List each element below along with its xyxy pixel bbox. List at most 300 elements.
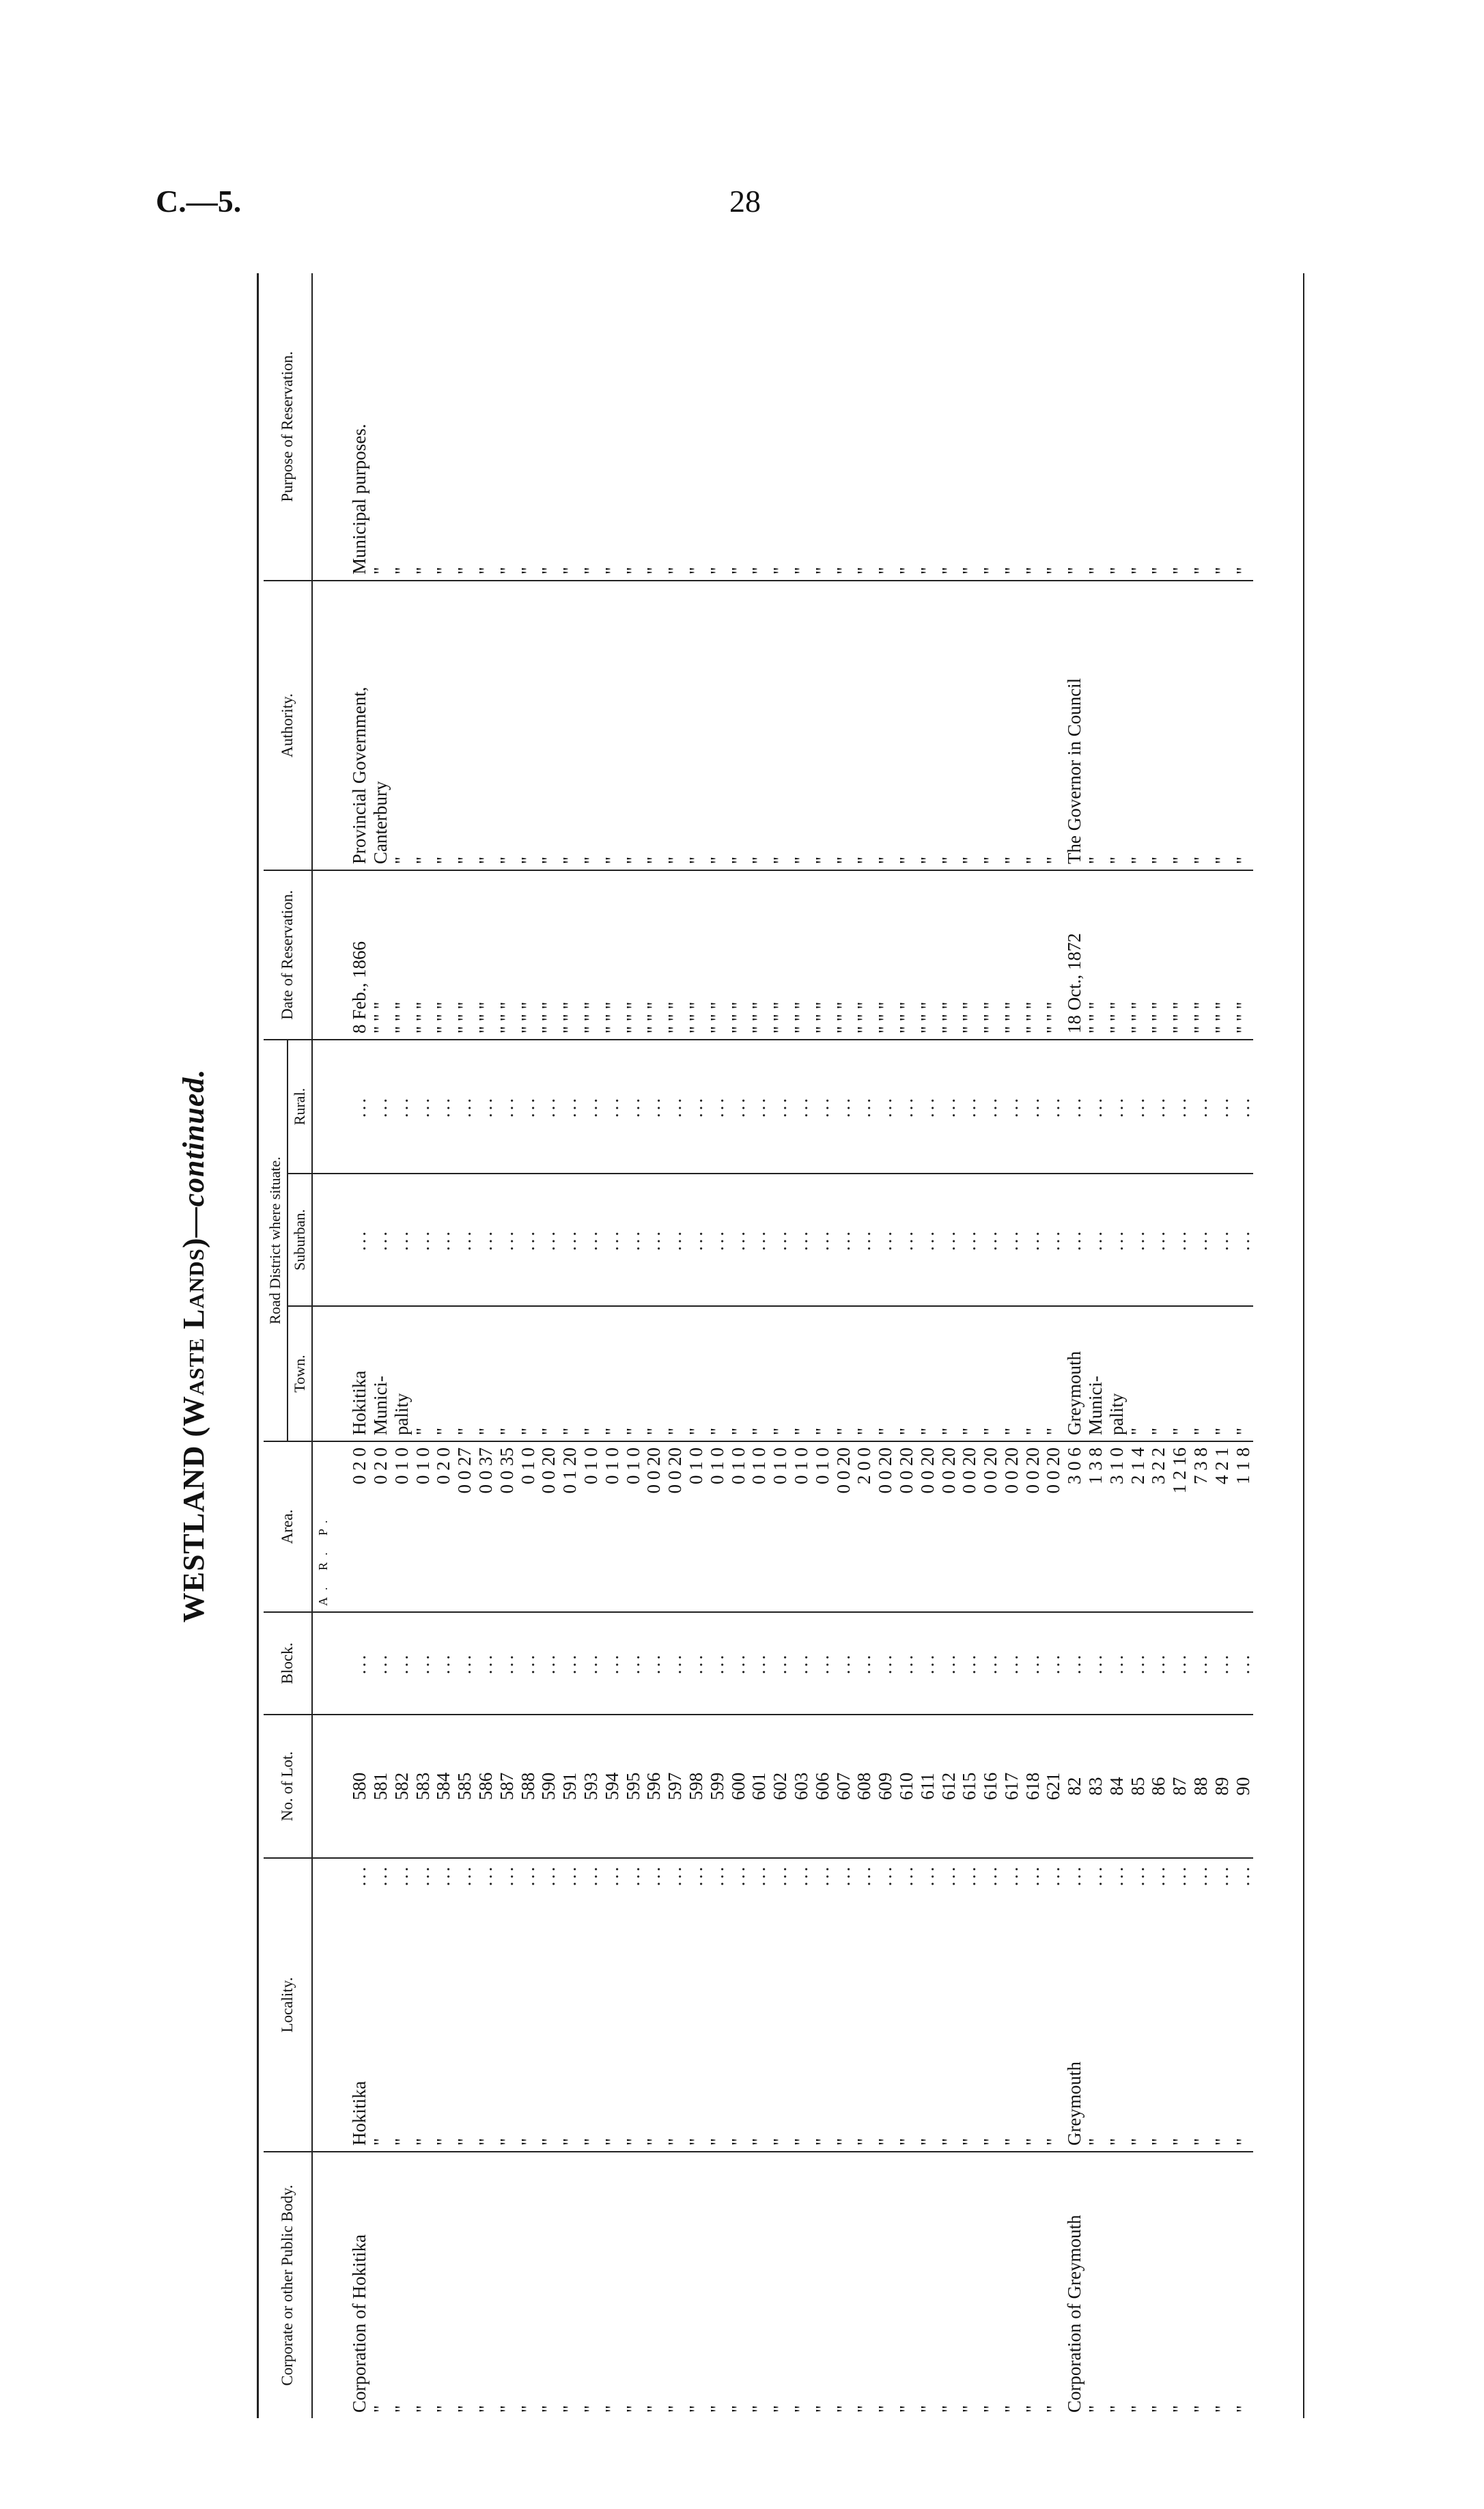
lot-cell: 602 <box>770 1715 791 1858</box>
rural-cell: ... <box>622 1040 643 1174</box>
authority-cell: " <box>475 581 496 870</box>
date-cell: " " " <box>559 870 580 1040</box>
area-cell: 0 1 0 <box>517 1441 538 1612</box>
locality-dots: ... <box>790 1864 811 1887</box>
block-cell: ... <box>1022 1612 1043 1715</box>
rural-cell: ... <box>832 1040 854 1174</box>
locality-dots: ... <box>1064 1864 1085 1887</box>
block-cell: ... <box>433 1612 454 1715</box>
lot-cell: 83 <box>1085 1715 1106 1858</box>
locality-dots: ... <box>1106 1864 1127 1887</box>
locality-cell <box>391 1858 412 2152</box>
town-cell: " <box>517 1306 538 1441</box>
authority-cell: " <box>980 581 1001 870</box>
locality-dots: ... <box>1043 1864 1064 1887</box>
locality-dots: ... <box>622 1864 643 1887</box>
town-cell: " <box>412 1306 433 1441</box>
suburban-cell: ... <box>412 1174 433 1306</box>
reservations-table <box>264 273 1253 2418</box>
suburban-cell: ... <box>580 1174 602 1306</box>
locality-text: " <box>622 2137 643 2146</box>
town-cell: " <box>475 1306 496 1441</box>
suburban-cell: ... <box>1148 1174 1169 1306</box>
area-cell: 0 0 20 <box>959 1441 980 1612</box>
table-row <box>1127 273 1148 2418</box>
lot-cell: 621 <box>1043 1715 1064 1858</box>
block-cell: ... <box>1064 1612 1085 1715</box>
town-cell: " <box>938 1306 959 1441</box>
area-cell: 0 0 20 <box>980 1441 1001 1612</box>
rural-cell: ... <box>454 1040 475 1174</box>
date-cell: " " " <box>370 870 391 1040</box>
locality-text: " <box>412 2137 433 2146</box>
authority-cell: " <box>664 581 686 870</box>
purpose-cell: " <box>1085 566 1106 574</box>
table-row <box>916 273 938 2418</box>
locality-cell <box>811 1858 832 2152</box>
block-cell: ... <box>1148 1612 1169 1715</box>
town-cell: " <box>791 1306 812 1441</box>
rural-cell: ... <box>1211 1040 1232 1174</box>
table-row <box>1211 273 1232 2418</box>
authority-cell: " <box>1169 581 1190 870</box>
locality-text: " <box>706 2137 727 2146</box>
locality-text: " <box>1022 2137 1043 2146</box>
authority-cell: " <box>412 581 433 870</box>
corporate-cell: " <box>896 2152 917 2418</box>
suburban-cell: ... <box>811 1174 832 1306</box>
purpose-cell: " <box>369 566 391 574</box>
locality-dots: ... <box>369 1864 391 1887</box>
lot-cell: 580 <box>334 1715 370 1858</box>
suburban-cell: ... <box>770 1174 791 1306</box>
date-cell: " " " <box>1127 870 1148 1040</box>
town-cell: " <box>1148 1306 1169 1441</box>
col-authority: Authority. <box>264 581 312 870</box>
col-purpose: Purpose of Reservation. <box>264 273 312 581</box>
suburban-cell: ... <box>601 1174 622 1306</box>
lot-cell: 585 <box>454 1715 475 1858</box>
purpose-cell: " <box>475 566 496 574</box>
corporate-cell: " <box>433 2152 454 2418</box>
corporate-cell: " <box>559 2152 580 2418</box>
purpose-cell: " <box>496 566 517 574</box>
locality-dots: ... <box>1190 1864 1212 1887</box>
corporate-cell: " <box>959 2152 980 2418</box>
authority-cell: " <box>1106 581 1127 870</box>
block-cell: ... <box>811 1612 832 1715</box>
title-paren-close: ) <box>177 1237 210 1249</box>
block-cell: ... <box>559 1612 580 1715</box>
table-row <box>622 273 643 2418</box>
rural-cell: ... <box>580 1040 602 1174</box>
rural-cell: ... <box>1085 1040 1106 1174</box>
table-row <box>1190 273 1212 2418</box>
area-cell: 0 0 20 <box>875 1441 896 1612</box>
town-cell: " <box>1043 1306 1064 1441</box>
locality-cell <box>433 1858 454 2152</box>
table-row <box>334 273 370 2418</box>
locality-text: Hokitika <box>349 2081 370 2146</box>
locality-text: " <box>369 2137 391 2146</box>
locality-text: " <box>916 2137 938 2146</box>
suburban-cell: ... <box>538 1174 559 1306</box>
locality-cell <box>1190 1858 1212 2152</box>
suburban-cell: ... <box>1232 1174 1253 1306</box>
date-cell: " " " <box>727 870 748 1040</box>
area-cell: 0 1 0 <box>601 1441 622 1612</box>
corporate-cell: " <box>1190 2152 1212 2418</box>
locality-cell <box>643 1858 664 2152</box>
rural-cell: ... <box>1169 1040 1190 1174</box>
town-cell: " <box>538 1306 559 1441</box>
lot-cell: 586 <box>475 1715 496 1858</box>
town-cell: " <box>854 1306 875 1441</box>
locality-dots: ... <box>854 1864 875 1887</box>
locality-text: " <box>748 2137 770 2146</box>
table-row <box>811 273 832 2418</box>
table-title <box>176 273 211 2418</box>
lot-cell: 617 <box>1001 1715 1022 1858</box>
locality-text: " <box>1085 2137 1106 2146</box>
town-cell: " <box>875 1306 896 1441</box>
suburban-cell: ... <box>559 1174 580 1306</box>
block-cell: ... <box>1085 1612 1106 1715</box>
locality-cell <box>1148 1858 1169 2152</box>
purpose-cell: " <box>1000 566 1022 574</box>
purpose-cell: " <box>559 566 580 574</box>
corporate-cell: " <box>475 2152 496 2418</box>
rural-cell: ... <box>1001 1040 1022 1174</box>
date-cell: " " " <box>706 870 727 1040</box>
authority-cell: " <box>517 581 538 870</box>
lot-cell: 607 <box>832 1715 854 1858</box>
col-date: Date of Reservation. <box>264 870 312 1040</box>
col-road-district: Road District where situate. <box>264 1040 288 1441</box>
corporate-cell: " <box>1022 2152 1043 2418</box>
table-row <box>1232 273 1253 2418</box>
area-cell: 0 0 35 <box>496 1441 517 1612</box>
date-cell: " " " <box>875 870 896 1040</box>
area-cell: 0 0 20 <box>538 1441 559 1612</box>
corporate-cell: " <box>854 2152 875 2418</box>
area-cell: 0 0 20 <box>1043 1441 1064 1612</box>
table-row <box>706 273 727 2418</box>
lot-cell: 584 <box>433 1715 454 1858</box>
date-cell: " " " <box>748 870 770 1040</box>
area-cell: 0 2 0 <box>433 1441 454 1612</box>
locality-cell <box>1106 1858 1127 2152</box>
authority-cell: " <box>727 581 748 870</box>
lot-cell: 601 <box>748 1715 770 1858</box>
block-cell: ... <box>1106 1612 1127 1715</box>
locality-dots: ... <box>685 1864 706 1887</box>
corporate-cell: " <box>538 2152 559 2418</box>
date-cell: " " " <box>791 870 812 1040</box>
table-row <box>791 273 812 2418</box>
table-row <box>496 273 517 2418</box>
authority-cell: " <box>875 581 896 870</box>
date-cell: " " " <box>601 870 622 1040</box>
purpose-cell: " <box>832 566 854 574</box>
corporate-cell: " <box>622 2152 643 2418</box>
locality-cell <box>370 1858 391 2152</box>
authority-cell: " <box>959 581 980 870</box>
table-body <box>312 273 1253 2418</box>
corporate-cell: " <box>643 2152 664 2418</box>
corporate-cell: " <box>412 2152 433 2418</box>
locality-dots: ... <box>1022 1864 1043 1887</box>
suburban-cell: ... <box>370 1174 391 1306</box>
area-cell: 0 0 20 <box>938 1441 959 1612</box>
suburban-cell: ... <box>664 1174 686 1306</box>
locality-cell <box>1169 1858 1190 2152</box>
locality-dots: ... <box>980 1864 1001 1887</box>
col-suburban: Suburban. <box>288 1174 312 1306</box>
block-cell: ... <box>686 1612 707 1715</box>
corporate-cell: " <box>832 2152 854 2418</box>
suburban-cell: ... <box>475 1174 496 1306</box>
locality-text: " <box>790 2137 811 2146</box>
block-cell: ... <box>334 1612 370 1715</box>
locality-text: " <box>854 2137 875 2146</box>
corporate-cell: Corporation of Greymouth <box>1064 2152 1085 2418</box>
locality-cell <box>517 1858 538 2152</box>
town-cell: " <box>1127 1306 1148 1441</box>
rural-cell: ... <box>433 1040 454 1174</box>
corporate-cell: " <box>748 2152 770 2418</box>
rural-cell: ... <box>875 1040 896 1174</box>
lot-cell: 618 <box>1022 1715 1043 1858</box>
table-row <box>854 273 875 2418</box>
table-row <box>601 273 622 2418</box>
date-cell: " " " <box>811 870 832 1040</box>
corporate-cell: " <box>1127 2152 1148 2418</box>
block-cell: ... <box>1169 1612 1190 1715</box>
suburban-cell: ... <box>1106 1174 1127 1306</box>
corporate-cell: Corporation of Hokitika <box>334 2152 370 2418</box>
corporate-cell: " <box>1001 2152 1022 2418</box>
page-header <box>0 183 1484 238</box>
town-cell: Munici- <box>370 1306 391 1441</box>
town-cell: " <box>832 1306 854 1441</box>
locality-text: " <box>496 2137 517 2146</box>
block-cell: ... <box>580 1612 602 1715</box>
locality-cell <box>938 1858 959 2152</box>
town-cell: Hokitika <box>334 1306 370 1441</box>
purpose-cell: " <box>854 566 875 574</box>
area-cell: 0 1 0 <box>706 1441 727 1612</box>
authority-cell: Provincial Government, <box>334 581 370 870</box>
town-cell: " <box>1190 1306 1212 1441</box>
suburban-cell: ... <box>433 1174 454 1306</box>
lot-cell: 608 <box>854 1715 875 1858</box>
authority-cell: " <box>748 581 770 870</box>
block-cell: ... <box>791 1612 812 1715</box>
date-cell: " " " <box>1232 870 1253 1040</box>
purpose-cell: " <box>622 566 643 574</box>
corporate-cell: " <box>496 2152 517 2418</box>
area-cell: 2 1 4 <box>1127 1441 1148 1612</box>
table-row <box>686 273 707 2418</box>
table-row <box>1043 273 1064 2418</box>
authority-cell: " <box>686 581 707 870</box>
block-cell: ... <box>938 1612 959 1715</box>
table-row <box>1169 273 1190 2418</box>
area-cell: 0 1 0 <box>412 1441 433 1612</box>
block-cell: ... <box>959 1612 980 1715</box>
table-row <box>748 273 770 2418</box>
rural-cell: ... <box>496 1040 517 1174</box>
rural-cell: ... <box>938 1040 959 1174</box>
rural-cell: ... <box>811 1040 832 1174</box>
suburban-cell: ... <box>875 1174 896 1306</box>
suburban-cell: ... <box>391 1174 412 1306</box>
area-cell: 0 1 0 <box>811 1441 832 1612</box>
locality-text: " <box>1000 2137 1022 2146</box>
lot-cell: 89 <box>1211 1715 1232 1858</box>
locality-dots: ... <box>1085 1864 1106 1887</box>
lot-cell: 612 <box>938 1715 959 1858</box>
date-cell: " " " <box>1211 870 1232 1040</box>
table-row <box>1022 273 1043 2418</box>
locality-dots: ... <box>727 1864 748 1887</box>
authority-cell: " <box>1022 581 1043 870</box>
date-cell: " " " <box>664 870 686 1040</box>
town-cell: " <box>748 1306 770 1441</box>
date-cell: " " " <box>454 870 475 1040</box>
locality-cell <box>832 1858 854 2152</box>
suburban-cell: ... <box>496 1174 517 1306</box>
suburban-cell: ... <box>1001 1174 1022 1306</box>
area-cell: 0 1 0 <box>686 1441 707 1612</box>
title-main: WESTLAND <box>177 1445 210 1623</box>
table-row <box>559 273 580 2418</box>
corporate-cell: " <box>811 2152 832 2418</box>
authority-cell: " <box>832 581 854 870</box>
lot-cell: 615 <box>959 1715 980 1858</box>
purpose-cell: " <box>601 566 622 574</box>
area-cell: 0 0 20 <box>896 1441 917 1612</box>
locality-cell <box>875 1858 896 2152</box>
locality-dots: ... <box>475 1864 496 1887</box>
locality-cell <box>980 1858 1001 2152</box>
table-row <box>875 273 896 2418</box>
locality-text: " <box>580 2137 601 2146</box>
rural-cell: ... <box>1043 1040 1064 1174</box>
table-row <box>1064 273 1085 2418</box>
authority-cell: The Governor in Council <box>1064 581 1085 870</box>
table-row <box>832 273 854 2418</box>
purpose-cell: " <box>1106 566 1127 574</box>
locality-cell <box>496 1858 517 2152</box>
suburban-cell: ... <box>727 1174 748 1306</box>
purpose-cell: " <box>895 566 916 574</box>
table-row <box>1085 273 1106 2418</box>
locality-cell <box>748 1858 770 2152</box>
locality-cell <box>1085 1858 1106 2152</box>
lot-cell: 583 <box>412 1715 433 1858</box>
block-cell: ... <box>391 1612 412 1715</box>
authority-cell: " <box>854 581 875 870</box>
block-cell: ... <box>727 1612 748 1715</box>
authority-cell: " <box>791 581 812 870</box>
corporate-cell: " <box>1148 2152 1169 2418</box>
authority-cell: " <box>1211 581 1232 870</box>
col-town: Town. <box>288 1306 312 1441</box>
rural-cell: ... <box>412 1040 433 1174</box>
suburban-cell: ... <box>622 1174 643 1306</box>
locality-dots: ... <box>706 1864 727 1887</box>
date-cell: " " " <box>959 870 980 1040</box>
table-row <box>580 273 602 2418</box>
locality-text: " <box>454 2137 475 2146</box>
town-cell: " <box>1169 1306 1190 1441</box>
locality-text: " <box>601 2137 622 2146</box>
date-cell: " " " <box>1043 870 1064 1040</box>
area-cell: 0 2 0 <box>370 1441 391 1612</box>
town-cell: " <box>706 1306 727 1441</box>
locality-text: " <box>811 2137 832 2146</box>
purpose-cell: " <box>1043 566 1064 574</box>
rural-cell: ... <box>370 1040 391 1174</box>
area-cell: 0 0 27 <box>454 1441 475 1612</box>
authority-cell: " <box>538 581 559 870</box>
suburban-cell: ... <box>1064 1174 1085 1306</box>
purpose-cell: " <box>1127 566 1148 574</box>
lot-cell: 581 <box>370 1715 391 1858</box>
authority-cell: " <box>1232 581 1253 870</box>
corporate-cell: " <box>664 2152 686 2418</box>
locality-cell <box>559 1858 580 2152</box>
locality-cell <box>770 1858 791 2152</box>
col-corporate: Corporate or other Public Body. <box>264 2152 312 2418</box>
date-cell: " " " <box>1106 870 1127 1040</box>
lot-cell: 87 <box>1169 1715 1190 1858</box>
locality-text: " <box>770 2137 791 2146</box>
locality-dots: ... <box>580 1864 601 1887</box>
block-cell: ... <box>412 1612 433 1715</box>
date-cell: " " " <box>896 870 917 1040</box>
col-block: Block. <box>264 1612 312 1715</box>
rural-cell: ... <box>475 1040 496 1174</box>
purpose-cell: " <box>1064 566 1085 574</box>
lot-cell: 611 <box>916 1715 938 1858</box>
locality-cell <box>916 1858 938 2152</box>
lot-cell: 90 <box>1232 1715 1253 1858</box>
lot-cell: 599 <box>706 1715 727 1858</box>
header-row-1 <box>264 273 288 2418</box>
purpose-cell: " <box>959 566 980 574</box>
table-row <box>980 273 1001 2418</box>
corporate-cell: " <box>601 2152 622 2418</box>
area-cell: 0 0 37 <box>475 1441 496 1612</box>
locality-cell <box>1001 1858 1022 2152</box>
locality-text: " <box>1211 2137 1232 2146</box>
date-cell: 8 Feb., 1866 <box>334 870 370 1040</box>
rural-cell: ... <box>748 1040 770 1174</box>
lot-cell: 590 <box>538 1715 559 1858</box>
rural-cell: ... <box>559 1040 580 1174</box>
corporate-cell: " <box>1106 2152 1127 2418</box>
locality-dots: ... <box>1169 1864 1190 1887</box>
locality-text: " <box>1043 2137 1064 2146</box>
date-cell: " " " <box>770 870 791 1040</box>
authority-cell: " <box>559 581 580 870</box>
col-locality: Locality. <box>264 1858 312 2152</box>
purpose-cell: " <box>706 566 727 574</box>
corporate-cell: " <box>1232 2152 1253 2418</box>
